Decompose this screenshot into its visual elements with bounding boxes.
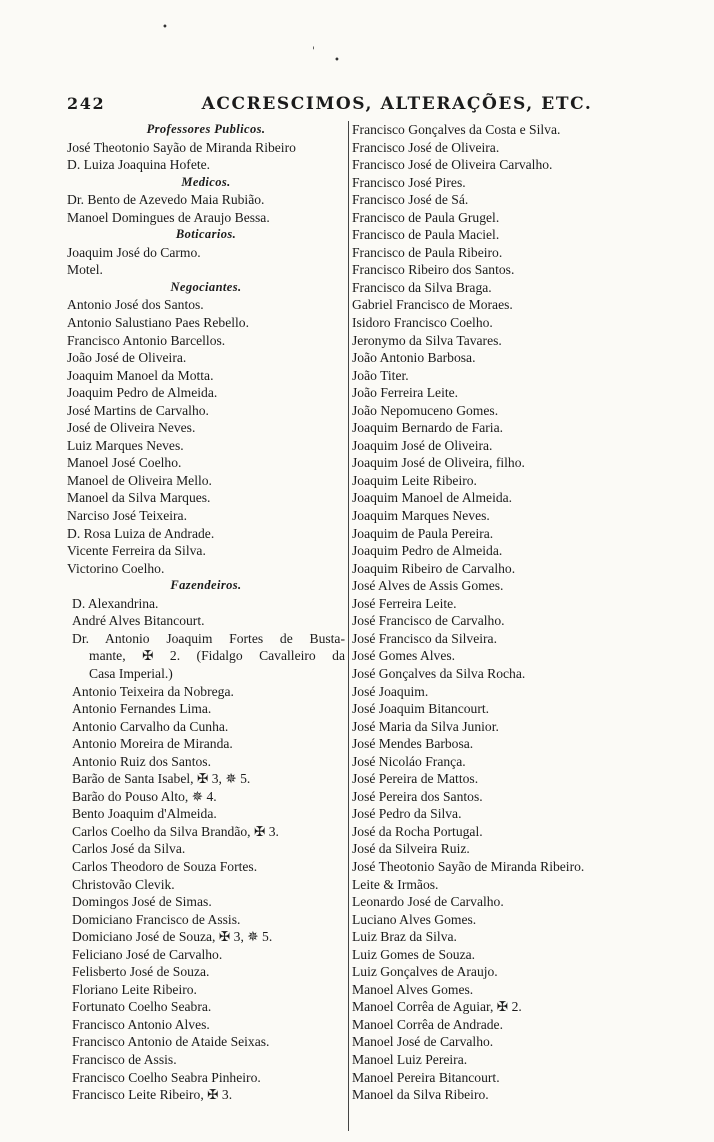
list-item: Luciano Alves Gomes. (352, 911, 477, 927)
list-item: Manoel Alves Gomes. (352, 981, 474, 997)
list-item: João Antonio Barbosa. (352, 350, 476, 366)
list-item: Joaquim José do Carmo. (67, 244, 201, 260)
list-item: José Theotonio Sayão de Miranda Ribeiro. (352, 858, 585, 874)
list-item: Domingos José de Simas. (72, 894, 212, 910)
list-item: Manoel Corrêa de Aguiar, ✠ 2. (352, 999, 522, 1015)
list-item: Francisco Antonio de Ataide Seixas. (72, 1034, 270, 1050)
list-item: José Maria da Silva Junior. (352, 718, 499, 734)
list-item: Antonio José dos Santos. (67, 297, 204, 313)
list-item: Barão do Pouso Alto, ✵ 4. (72, 788, 217, 804)
list-item: Francisco Antonio Barcellos. (67, 332, 226, 348)
list-item: Joaquim Pedro de Almeida. (67, 385, 218, 401)
list-item: Barão de Santa Isabel, ✠ 3, ✵ 5. (72, 771, 251, 787)
list-item: Dr. Bento de Azevedo Maia Rubião. (67, 192, 265, 208)
list-item: José Alves de Assis Gomes. (352, 578, 504, 594)
section-heading: Medicos. (181, 174, 231, 189)
list-item: José Martins de Carvalho. (67, 402, 209, 418)
list-item: Carlos Theodoro de Souza Fortes. (72, 858, 258, 874)
list-item: mante, ✠ 2. (Fidalgo Cavalleiro da (89, 648, 345, 664)
list-item: Francisco Antonio Alves. (72, 1016, 210, 1032)
list-item: Antonio Fernandes Lima. (72, 701, 212, 717)
page-title: ACCRESCIMOS, ALTERAÇÕES, ETC. (201, 94, 593, 114)
list-item: Antonio Carvalho da Cunha. (72, 718, 229, 734)
running-header (67, 94, 687, 114)
list-item: Leonardo José de Carvalho. (352, 894, 504, 910)
list-item: Antonio Moreira de Miranda. (72, 736, 233, 752)
list-item: Manoel da Silva Ribeiro. (352, 1087, 489, 1103)
list-item: José Gomes Alves. (352, 648, 456, 664)
list-item: Manoel da Silva Marques. (67, 490, 211, 506)
page-number: 242 (67, 94, 106, 113)
list-item: Antonio Salustiano Paes Rebello. (67, 315, 249, 331)
list-item: João Ferreira Leite. (352, 385, 459, 401)
list-item: Luiz Marques Neves. (67, 437, 184, 453)
list-item: Francisco José de Sá. (352, 192, 469, 208)
list-item: D. Luiza Joaquina Hofete. (67, 157, 211, 173)
list-item: Joaquim Bernardo de Faria. (352, 420, 503, 436)
list-item: José Joaquim Bitancourt. (352, 701, 490, 717)
list-item: Joaquim Manoel de Almeida. (352, 490, 513, 506)
list-item: Francisco Gonçalves da Costa e Silva. (352, 122, 561, 137)
list-item: Joaquim Manoel da Motta. (67, 367, 214, 383)
list-item: João José de Oliveira. (67, 350, 187, 366)
list-item: Motel. (67, 262, 103, 278)
list-item: Isidoro Francisco Coelho. (352, 315, 493, 331)
ink-speck: ' (312, 46, 315, 57)
list-item: José da Rocha Portugal. (352, 823, 483, 839)
list-item: Manoel José de Carvalho. (352, 1034, 494, 1050)
list-item: Carlos Coelho da Silva Brandão, ✠ 3. (72, 823, 279, 839)
list-item: José da Silveira Ruiz. (352, 841, 470, 857)
list-item: Francisco de Paula Grugel. (352, 209, 500, 225)
list-item: Manoel de Oliveira Mello. (67, 472, 212, 488)
list-item: José Ferreira Leite. (352, 595, 457, 611)
column-divider (348, 121, 349, 1131)
list-item: Manoel Pereira Bitancourt. (352, 1069, 500, 1085)
list-item: Francisco de Assis. (72, 1051, 177, 1067)
list-item: André Alves Bitancourt. (72, 613, 205, 629)
list-item: José Gonçalves da Silva Rocha. (352, 665, 526, 681)
list-item: Manoel Domingues de Araujo Bessa. (67, 209, 270, 225)
list-item: Joaquim Pedro de Almeida. (352, 543, 503, 559)
list-item: Gabriel Francisco de Moraes. (352, 297, 513, 313)
list-item: José Joaquim. (352, 683, 429, 699)
list-item: Francisco da Silva Braga. (352, 279, 492, 295)
list-item: Narciso José Teixeira. (67, 508, 187, 524)
list-item: Leite & Irmãos. (352, 876, 439, 892)
list-item: Manoel Corrêa de Andrade. (352, 1016, 503, 1032)
list-item: Manoel José Coelho. (67, 455, 182, 471)
list-item: Vicente Ferreira da Silva. (67, 543, 206, 559)
list-item: Joaquim Marques Neves. (352, 508, 490, 524)
list-item: Francisco Coelho Seabra Pinheiro. (72, 1069, 261, 1085)
list-item: Francisco José de Oliveira. (352, 139, 500, 155)
list-item: Luiz Braz da Silva. (352, 929, 457, 945)
list-item: Francisco de Paula Maciel. (352, 227, 500, 243)
list-item: Felisberto José de Souza. (72, 964, 210, 980)
list-item: João Titer. (352, 367, 409, 383)
ink-speck: • (162, 22, 168, 33)
ink-speck: • (334, 55, 340, 66)
list-item: Antonio Teixeira da Nobrega. (72, 683, 234, 699)
list-item: Floriano Leite Ribeiro. (72, 981, 197, 997)
list-item: Victorino Coelho. (67, 560, 165, 576)
list-item: Francisco Ribeiro dos Santos. (352, 262, 515, 278)
list-item: Fortunato Coelho Seabra. (72, 999, 212, 1015)
list-item: Jeronymo da Silva Tavares. (352, 332, 502, 348)
list-item: José de Oliveira Neves. (67, 420, 196, 436)
list-item: José Francisco de Carvalho. (352, 613, 505, 629)
list-item: Christovão Clevik. (72, 876, 175, 892)
left-column (67, 121, 345, 1104)
list-item: José Mendes Barbosa. (352, 736, 474, 752)
list-item: Joaquim José de Oliveira, filho. (352, 455, 525, 471)
list-item: Casa Imperial.) (89, 665, 173, 681)
list-item: Joaquim de Paula Pereira. (352, 525, 494, 541)
list-item: D. Alexandrina. (72, 595, 159, 611)
list-item: Dr. Antonio Joaquim Fortes de Busta- (72, 630, 345, 646)
list-item: Luiz Gomes de Souza. (352, 946, 476, 962)
list-item: Joaquim Leite Ribeiro. (352, 472, 477, 488)
list-item: Feliciano José de Carvalho. (72, 946, 223, 962)
section-heading: Professores Publicos. (146, 122, 266, 136)
list-item: Antonio Ruiz dos Santos. (72, 753, 211, 769)
list-item: Francisco José Pires. (352, 174, 466, 190)
list-item: Francisco de Paula Ribeiro. (352, 244, 503, 260)
section-heading: Fazendeiros. (170, 578, 242, 593)
list-item: D. Rosa Luiza de Andrade. (67, 525, 215, 541)
list-item: Manoel Luiz Pereira. (352, 1051, 468, 1067)
list-item: João Nepomuceno Gomes. (352, 402, 499, 418)
list-item: José Theotonio Sayão de Miranda Ribeiro (67, 139, 296, 155)
list-item: José Nicoláo França. (352, 753, 466, 769)
list-item: Luiz Gonçalves de Araujo. (352, 964, 498, 980)
list-item: José Francisco da Silveira. (352, 630, 497, 646)
right-column (352, 121, 682, 1104)
section-heading: Boticarios. (175, 227, 237, 242)
list-item: Francisco Leite Ribeiro, ✠ 3. (72, 1087, 233, 1103)
list-item: José Pereira dos Santos. (352, 788, 483, 804)
list-item: Domiciano José de Souza, ✠ 3, ✵ 5. (72, 929, 273, 945)
list-item: Francisco José de Oliveira Carvalho. (352, 157, 553, 173)
list-item: Carlos José da Silva. (72, 841, 186, 857)
list-item: Domiciano Francisco de Assis. (72, 911, 241, 927)
list-item: Bento Joaquim d'Almeida. (72, 806, 217, 822)
list-item: Joaquim Ribeiro de Carvalho. (352, 560, 516, 576)
section-heading: Negociantes. (170, 279, 242, 294)
list-item: José Pedro da Silva. (352, 806, 462, 822)
list-item: José Pereira de Mattos. (352, 771, 479, 787)
list-item: Joaquim José de Oliveira. (352, 437, 493, 453)
